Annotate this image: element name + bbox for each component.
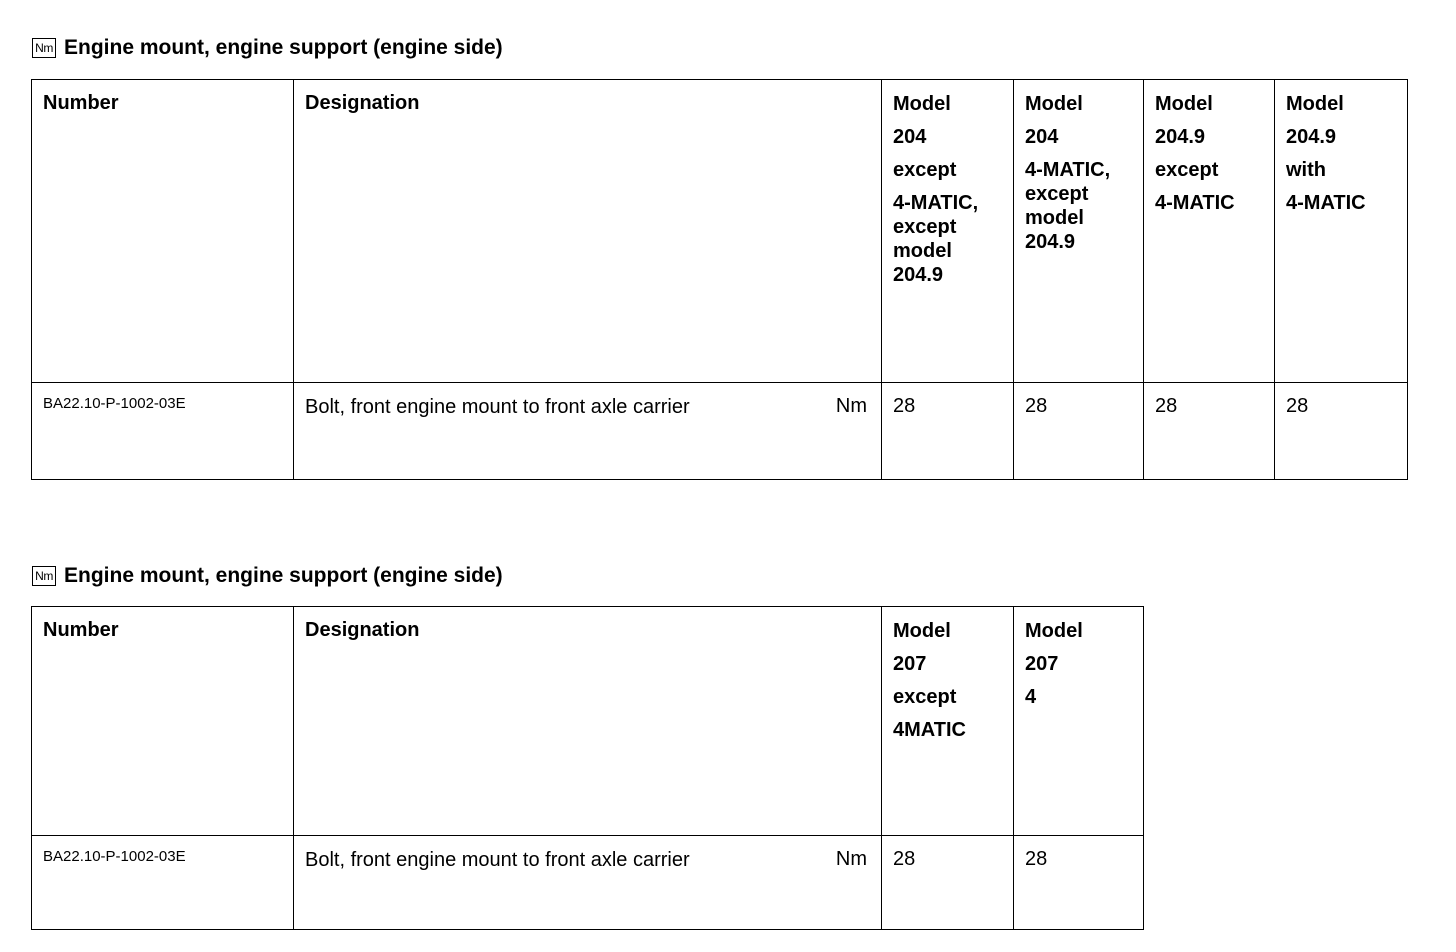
torque-value: 28 — [882, 836, 1014, 930]
model-line: except — [893, 686, 957, 708]
model-line: Model — [1025, 93, 1083, 115]
model-line: with — [1286, 159, 1326, 181]
torque-nm-icon: Nm — [32, 38, 56, 58]
torque-value: 28 — [1275, 383, 1408, 480]
designation-text: Bolt, front engine mount to front axle carrier — [305, 396, 690, 418]
model-line: Model — [1155, 93, 1213, 115]
model-line: 207 — [1025, 653, 1059, 675]
model-line: 204.9 — [893, 264, 944, 286]
torque-table-2 — [31, 606, 1144, 930]
model-line: Model — [893, 93, 951, 115]
model-line: Model — [893, 620, 951, 642]
model-line: 4 — [1025, 686, 1037, 708]
unit-label: Nm — [835, 395, 867, 417]
unit-label: Nm — [835, 848, 867, 870]
header-designation: Designation — [294, 607, 882, 836]
table-2-header-row — [32, 607, 1144, 836]
header-model-col-1 — [882, 607, 1014, 836]
header-model-col-3 — [1144, 80, 1275, 383]
model-line: 4-MATIC, — [1025, 159, 1111, 181]
model-line: Model — [1025, 620, 1083, 642]
designation-cell — [294, 383, 882, 480]
model-line: 204 — [1025, 126, 1059, 148]
torque-nm-icon: Nm — [32, 566, 56, 586]
header-model-col-4 — [1275, 80, 1408, 383]
torque-value: 28 — [1014, 383, 1144, 480]
model-line: except — [1025, 183, 1089, 205]
table-1-header-row — [32, 80, 1408, 383]
designation-cell — [294, 836, 882, 930]
model-line: 204 — [893, 126, 927, 148]
table-row — [32, 383, 1408, 480]
model-line: Model — [1286, 93, 1344, 115]
model-line: except — [893, 216, 957, 238]
torque-value: 28 — [1014, 836, 1144, 930]
model-line: 204.9 — [1286, 126, 1337, 148]
table-2-heading — [32, 562, 503, 590]
header-number: Number — [32, 80, 294, 383]
model-line: 4-MATIC — [1155, 192, 1235, 214]
model-line: except — [893, 159, 957, 181]
model-line: 4MATIC — [893, 719, 966, 741]
part-number: BA22.10-P-1002-03E — [32, 836, 294, 930]
table-1-heading — [32, 34, 503, 62]
model-line: 4-MATIC — [1286, 192, 1366, 214]
model-line: 204.9 — [1155, 126, 1206, 148]
model-line: model — [893, 240, 952, 262]
torque-table-1 — [31, 79, 1408, 480]
header-model-col-1 — [882, 80, 1014, 383]
table-row — [32, 836, 1144, 930]
table-1-title: Engine mount, engine support (engine side) — [64, 36, 503, 59]
torque-value: 28 — [1144, 383, 1275, 480]
model-line: 207 — [893, 653, 927, 675]
header-designation: Designation — [294, 80, 882, 383]
model-line: 4-MATIC, — [893, 192, 979, 214]
header-model-col-2 — [1014, 607, 1144, 836]
header-number: Number — [32, 607, 294, 836]
model-line: 204.9 — [1025, 231, 1076, 253]
model-line: except — [1155, 159, 1219, 181]
table-2-title: Engine mount, engine support (engine side) — [64, 564, 503, 587]
designation-text: Bolt, front engine mount to front axle carrier — [305, 849, 690, 871]
torque-value: 28 — [882, 383, 1014, 480]
header-model-col-2 — [1014, 80, 1144, 383]
part-number: BA22.10-P-1002-03E — [32, 383, 294, 480]
model-line: model — [1025, 207, 1084, 229]
